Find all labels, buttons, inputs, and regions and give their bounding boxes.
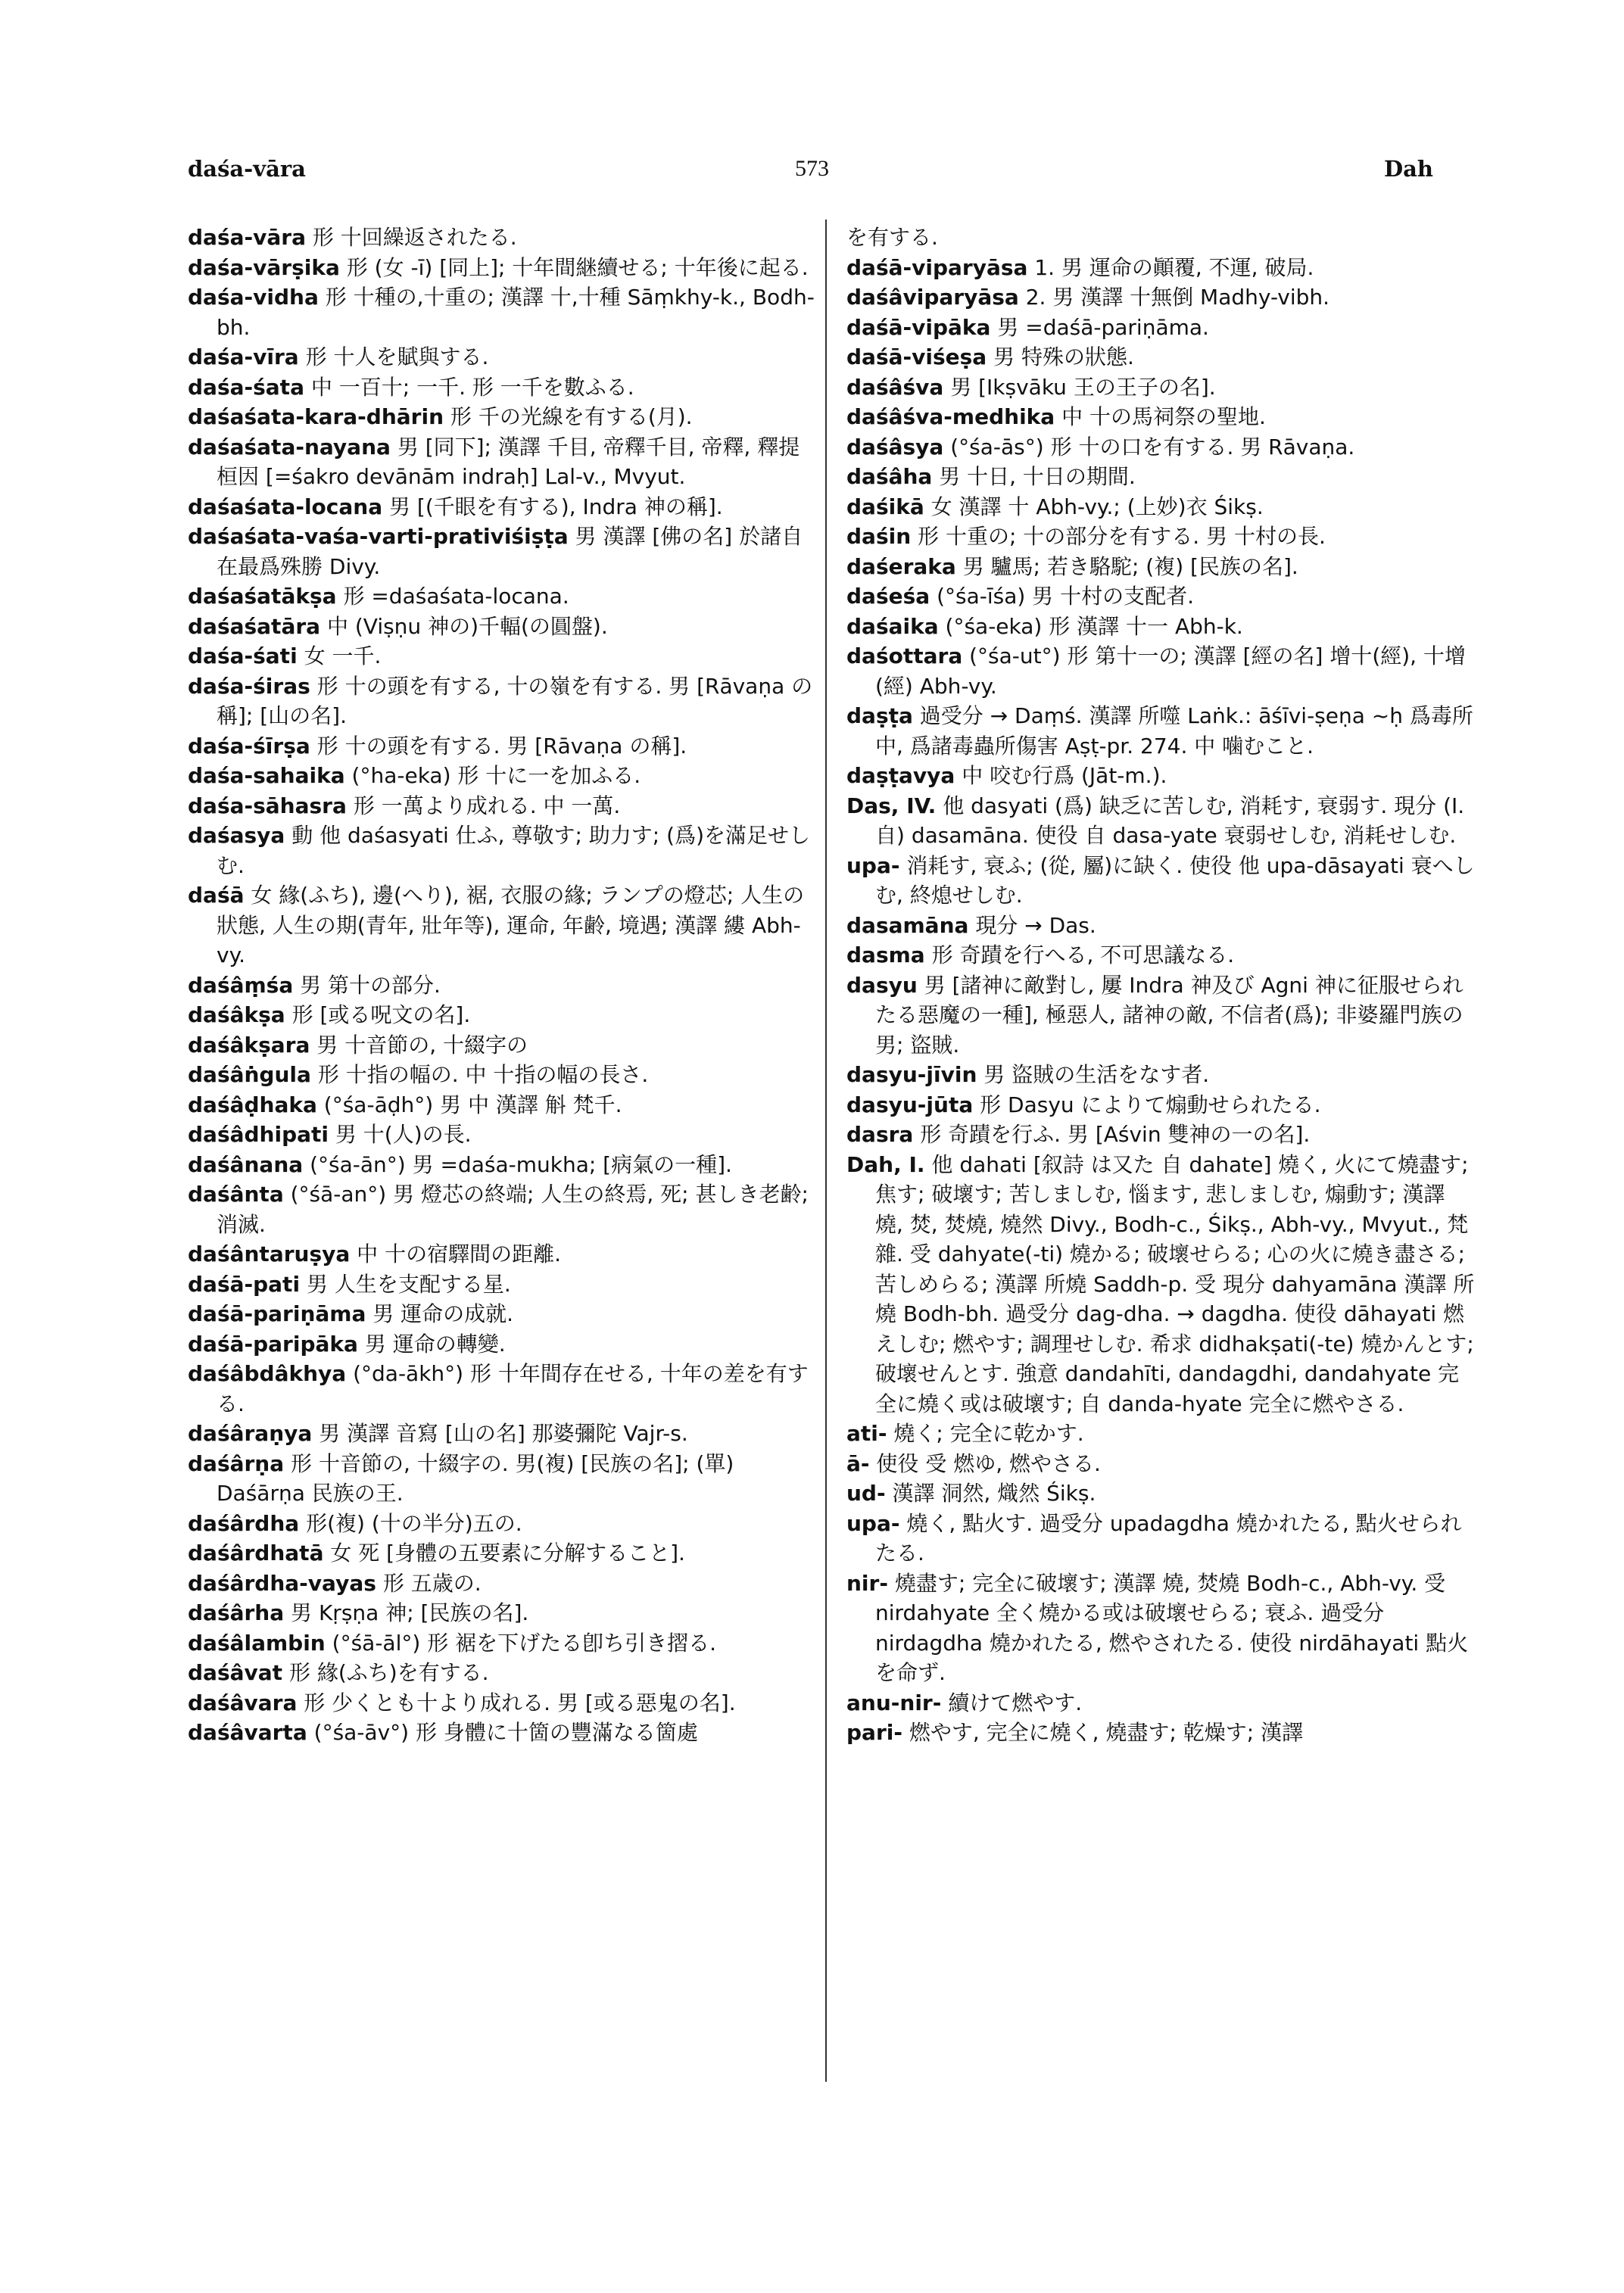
entry-headword: daśârdha-vayas	[188, 1570, 376, 1596]
entry-definition: 形 十重の; 十の部分を有する. 男 十村の長.	[918, 524, 1326, 549]
entry-headword: dasma	[846, 942, 925, 967]
entry-headword: daśa-sāhasra	[188, 793, 347, 818]
dictionary-entry	[188, 1239, 816, 1270]
entry-headword: Das, IV.	[846, 793, 937, 818]
entry-definition: (°da-ākh°) 形 十年間存在せる, 十年の差を有する.	[217, 1361, 809, 1416]
entry-definition: 形 [或る呪文の名].	[291, 1002, 471, 1027]
entry-definition: (°ha-eka) 形 十に一を加ふる.	[351, 763, 641, 788]
entry-headword: daṣṭavya	[846, 763, 955, 788]
dictionary-entry	[846, 1569, 1475, 1688]
entry-headword: daśaśata-nayana	[188, 434, 391, 460]
dictionary-entry	[188, 1090, 816, 1120]
dictionary-entry	[188, 791, 816, 821]
entry-definition: 燒盡す; 完全に破壞す; 漢譯 燒, 焚燒 Bodh-c., Abh-vy. 受 nirdahyate 全く燒かる或は破壞せらる; 衰ふ. 過受分 nirdagdha 燒かれたる, 燃やされたる. 使役 nirdāhayati 點火を命ず.	[875, 1570, 1469, 1685]
entry-definition: (°śa-eka) 形 漢譯 十一 Abh-k.	[945, 613, 1243, 639]
entry-headword: pari-	[846, 1720, 902, 1745]
dictionary-entry	[188, 1509, 816, 1539]
entry-definition: 燒く; 完全に乾かす.	[893, 1421, 1084, 1446]
entry-headword: daśâśva	[846, 374, 944, 400]
entry-definition: 形 十の頭を有する, 十の嶺を有する. 男 [Rāvaṇa の稱]; [山の名].	[217, 673, 813, 728]
entry-definition: (°śā-āl°) 形 裾を下げたる卽ち引き摺る.	[332, 1630, 716, 1656]
entry-definition: 男 第十の部分.	[300, 972, 441, 998]
entry-headword: daśâsya	[846, 434, 944, 460]
dictionary-entry	[188, 342, 816, 372]
entry-headword: dasyu-jūta	[846, 1092, 974, 1117]
entry-headword: daśântaruṣya	[188, 1242, 351, 1266]
entry-definition: (°śa-āv°) 形 身體に十箇の豐滿なる箇處	[313, 1720, 698, 1745]
dictionary-entry	[846, 970, 1475, 1061]
page-number: 573	[795, 156, 829, 181]
entry-headword: daśa-vidha	[188, 285, 319, 310]
dictionary-entry	[188, 581, 816, 612]
entry-headword: nir-	[846, 1570, 888, 1596]
dictionary-entry	[846, 851, 1475, 911]
dictionary-entry	[188, 1688, 816, 1718]
dictionary-entry	[188, 1270, 816, 1300]
entry-definition: 形 一萬より成れる. 中 一萬.	[353, 793, 621, 818]
entry-definition: 男 運命の成就.	[372, 1301, 514, 1326]
entry-definition: 形 Dasyu によりて煽動せられたる.	[980, 1092, 1321, 1117]
entry-definition: 女 一千.	[304, 643, 382, 668]
entry-definition: 燃やす, 完全に燒く, 燒盡す; 乾燥す; 漢譯	[909, 1720, 1304, 1745]
dictionary-entry	[188, 282, 816, 342]
entry-definition: 中 (Viṣṇu 神の)千輻(の圓盤).	[326, 613, 608, 639]
entry-headword: dasyu-jīvin	[846, 1062, 977, 1087]
entry-definition: 男 驢馬; 若き駱駝; (複) [民族の名].	[962, 553, 1298, 579]
running-head-right: Dah	[1383, 156, 1433, 182]
entry-definition: 續けて燃やす.	[948, 1690, 1083, 1715]
entry-headword: upa-	[846, 1510, 900, 1536]
right-column	[846, 223, 1475, 1748]
entry-headword: daśottara	[846, 643, 963, 668]
entry-definition: (°śa-ān°) 男 =daśa-mukha; [病氣の一種].	[310, 1151, 732, 1177]
entry-definition: 男 =daśā-pariṇāma.	[997, 314, 1209, 340]
running-head-left: daśa-vāra	[188, 156, 306, 182]
entry-definition: 形 十人を賦與する.	[305, 344, 489, 369]
dictionary-entry	[188, 1030, 816, 1061]
entry-definition: 男 漢譯 音寫 [山の名] 那婆彌陀 Vajr-s.	[319, 1421, 688, 1446]
dictionary-entry	[846, 253, 1475, 283]
entry-headword: daśâviparyāsa	[846, 285, 1019, 310]
dictionary-entry	[846, 1509, 1475, 1569]
dictionary-entry	[846, 1060, 1475, 1090]
entry-definition: 形 千の光線を有する(月).	[450, 404, 693, 429]
entry-headword: daśā-paripāka	[188, 1331, 358, 1357]
dictionary-entry	[188, 1628, 816, 1659]
dictionary-entry	[188, 223, 816, 253]
dictionary-entry	[846, 791, 1475, 851]
entry-definition: 2. 男 漢譯 十無倒 Madhy-vibh.	[1025, 285, 1330, 310]
dictionary-entry	[846, 282, 1475, 313]
entry-definition: 形 緣(ふち)を有する.	[288, 1660, 489, 1685]
entry-headword: daśaśata-locana	[188, 494, 383, 519]
entry-definition: (°śā-an°) 男 燈芯の終端; 人生の終焉, 死; 甚しき老齢; 消滅.	[217, 1182, 809, 1237]
entry-headword: daśâbdâkhya	[188, 1361, 347, 1386]
entry-definition: (°śa-āḍh°) 男 中 漢譯 斛 梵千.	[323, 1092, 622, 1117]
dictionary-entry	[188, 731, 816, 762]
entry-headword: daśaśata-kara-dhārin	[188, 404, 444, 429]
entry-definition: 中 十の宿驛間の距離.	[357, 1242, 561, 1266]
dictionary-entry	[188, 372, 816, 403]
dictionary-entry	[188, 253, 816, 283]
dictionary-entry	[846, 911, 1475, 941]
dictionary-entry	[846, 432, 1475, 463]
dictionary-entry	[846, 342, 1475, 372]
dictionary-entry	[846, 1718, 1475, 1748]
dictionary-entry	[846, 940, 1475, 970]
entry-definition: 消耗す, 衰ふ; (從, 屬)に缺く. 使役 他 upa-dāsayati 衰へしむ, 終熄せしむ.	[875, 852, 1475, 908]
dictionary-entry	[188, 492, 816, 522]
entry-headword: daśeraka	[846, 553, 956, 579]
entry-definition: 男 十日, 十日の期間.	[939, 464, 1136, 489]
dictionary-entry	[188, 402, 816, 432]
entry-headword: daśaśatāra	[188, 613, 321, 639]
entry-definition: 形 奇蹟を行へる, 不可思議なる.	[931, 942, 1235, 967]
dictionary-entry	[188, 641, 816, 671]
entry-definition: 現分 → Das.	[975, 912, 1096, 938]
entry-headword: dasamāna	[846, 912, 969, 938]
entry-definition: 男 [同下]; 漢譯 千目, 帝釋千目, 帝釋, 釋提桓因 [=śakro devānām indraḥ] Lal-v., Mvyut.	[217, 434, 800, 489]
dictionary-entry	[188, 612, 816, 642]
entry-headword: Dah, I.	[846, 1151, 925, 1177]
entry-definition: 1. 男 運命の顚覆, 不運, 破局.	[1034, 254, 1314, 280]
dictionary-entry	[846, 223, 1475, 253]
entry-headword: daśa-sahaika	[188, 763, 345, 788]
entry-headword: daśa-vīra	[188, 344, 299, 369]
dictionary-entry	[846, 1120, 1475, 1150]
dictionary-entry	[846, 1150, 1475, 1419]
entry-definition: 形 奇蹟を行ふ. 男 [Aśvin 雙神の一の名].	[920, 1122, 1311, 1147]
entry-headword: daśâkṣara	[188, 1032, 310, 1058]
entry-headword: ud-	[846, 1481, 886, 1506]
entry-definition: 形 十種の,十重の; 漢譯 十,十種 Sāṃkhy-k., Bodh-bh.	[217, 285, 815, 340]
entry-headword: dasra	[846, 1122, 914, 1147]
dictionary-entry	[846, 492, 1475, 522]
entry-definition: 形 十音節の, 十綴字の. 男(複) [民族の名]; (單) Daśārṇa 民族の王.	[217, 1450, 734, 1506]
dictionary-entry	[846, 612, 1475, 642]
dictionary-entry	[846, 641, 1475, 701]
dictionary-entry	[188, 1419, 816, 1449]
entry-definition: 燒く, 點火す. 過受分 upadagdha 燒かれたる, 點火せられたる.	[875, 1510, 1462, 1566]
dictionary-entry	[846, 1688, 1475, 1718]
dictionary-entry	[188, 761, 816, 791]
dictionary-entry	[188, 1000, 816, 1030]
entry-definition: 形 五歳の.	[382, 1570, 482, 1596]
dictionary-entry	[188, 1329, 816, 1360]
entry-headword: daśârdha	[188, 1510, 300, 1536]
dictionary-entry	[846, 372, 1475, 403]
entry-headword: daṣṭa	[846, 703, 913, 728]
entry-definition: 動 他 daśasyati 仕ふ, 尊敬す; 助力す; (爲)を滿足せしむ.	[217, 823, 810, 878]
entry-headword: daśâvat	[188, 1660, 283, 1685]
entry-headword: daśâśva-medhika	[846, 404, 1055, 429]
entry-definition: を有する.	[846, 225, 938, 250]
entry-headword: daśâṅgula	[188, 1062, 311, 1087]
entry-definition: 男 [(千眼を有する), Indra 神の稱].	[389, 494, 723, 519]
dictionary-entry	[846, 581, 1475, 612]
entry-definition: 男 漢譯 [佛の名] 於諸自在最爲殊勝 Divy.	[217, 524, 803, 579]
entry-headword: daśânana	[188, 1151, 304, 1177]
entry-definition: 形 (女 -ī) [同上]; 十年間継續せる; 十年後に起る.	[346, 254, 809, 280]
entry-definition: 形 =daśaśata-locana.	[343, 584, 569, 609]
column-divider	[825, 220, 827, 2082]
entry-headword: anu-nir-	[846, 1690, 942, 1715]
dictionary-entry	[846, 313, 1475, 343]
dictionary-entry	[188, 1150, 816, 1180]
dictionary-entry	[846, 462, 1475, 492]
dictionary-entry	[188, 1120, 816, 1150]
entry-headword: daśârdhatā	[188, 1541, 324, 1566]
dictionary-entry	[188, 1538, 816, 1569]
entry-definition: 中 一百十; 一千. 形 一千を數ふる.	[310, 374, 634, 400]
entry-definition: 男 Kṛṣṇa 神; [民族の名].	[291, 1600, 529, 1625]
dictionary-entry	[846, 1090, 1475, 1120]
entry-definition: 男 人生を支配する星.	[306, 1271, 511, 1297]
entry-headword: daśâdhipati	[188, 1122, 329, 1147]
dictionary-entry	[846, 1449, 1475, 1479]
entry-headword: daśâḍhaka	[188, 1092, 317, 1117]
entry-definition: 男 [Ikṣvāku 王の王子の名].	[950, 374, 1216, 400]
entry-headword: daśâṃśa	[188, 972, 294, 998]
entry-headword: daśâraṇya	[188, 1421, 313, 1446]
dictionary-entry	[188, 1449, 816, 1509]
entry-headword: daśa-śīrṣa	[188, 733, 310, 759]
entry-headword: daśâkṣa	[188, 1002, 285, 1027]
dictionary-entry	[846, 1478, 1475, 1509]
entry-headword: daśa-śata	[188, 374, 304, 400]
entry-definition: 女 死 [身體の五要素に分解すること].	[330, 1541, 685, 1566]
entry-headword: daśaika	[846, 613, 939, 639]
dictionary-entry	[846, 402, 1475, 432]
entry-headword: daśasya	[188, 823, 285, 848]
entry-headword: daśâvara	[188, 1690, 298, 1715]
entry-definition: 形(複) (十の半分)五の.	[306, 1510, 522, 1536]
dictionary-entry	[188, 1299, 816, 1329]
entry-definition: 他 dahati [叙詩 は又た 自 dahate] 燒く, 火にて燒盡す; 焦す; 破壞す; 苦しましむ, 惱ます, 悲しましむ, 煽動す; 漢譯 燒, 焚, 焚燒, 燒然 Divy., Bodh-c., Śikṣ., Abh-vy., Mvyut., 梵雜. 受 dahyate(-ti) 燒かる; 破壞せらる; 心の火に燒き盡さる; 苦しめらる; 漢譯 所燒 Saddh-p. 受 現分 dahyamāna 漢譯 所燒 Bodh-bh. 過受分 dag-dha. → dagdha. 使役 dāhayati 燃えしむ; 燃やす; 調理せしむ. 希求 didhakṣati(-te) 燒かんとす; 破壞せんとす. 強意 dandahīti, dandagdhi, dandahyate 完全に燒く或は破壞す; 自 danda-hyate 完全に燃やさる.	[875, 1151, 1475, 1416]
entry-headword: daśeśa	[846, 584, 930, 609]
dictionary-entry	[846, 1419, 1475, 1449]
entry-headword: daśa-śati	[188, 643, 298, 668]
entry-definition: 男 [諸神に敵對し, 屢 Indra 神及び Agni 神に征服せられたる惡魔の一種], 極惡人, 諸神の敵, 不信者(爲); 非婆羅門族の男; 盜賊.	[875, 972, 1463, 1058]
entry-headword: daśā-viparyāsa	[846, 254, 1028, 280]
dictionary-entry	[188, 1060, 816, 1090]
entry-headword: daśā-vipāka	[846, 314, 991, 340]
entry-definition: 形 少くとも十より成れる. 男 [或る惡鬼の名].	[304, 1690, 736, 1715]
entry-headword: daśâha	[846, 464, 933, 489]
dictionary-entry	[188, 1658, 816, 1688]
entry-definition: 中 咬む行爲 (Jāt-m.).	[962, 763, 1167, 788]
entry-definition: 他 dasyati (爲) 缺乏に苦しむ, 消耗す, 衰弱す. 現分 (I. 自) dasamāna. 使役 自 dasa-yate 衰弱せしむ, 消耗せしむ.	[875, 793, 1465, 848]
dictionary-entry	[188, 522, 816, 581]
entry-definition: (°śa-īśa) 男 十村の支配者.	[937, 584, 1194, 609]
entry-headword: daśârha	[188, 1600, 285, 1625]
entry-definition: 男 十音節の, 十綴字の	[316, 1032, 528, 1058]
entry-headword: daśā	[188, 883, 245, 908]
entry-headword: daśikā	[846, 494, 924, 519]
entry-headword: daśā-pati	[188, 1271, 301, 1297]
entry-headword: daśârṇa	[188, 1450, 285, 1476]
dictionary-entry	[846, 701, 1475, 761]
dictionary-entry	[188, 1718, 816, 1748]
entry-definition: 形 十回繰返されたる.	[312, 225, 517, 250]
dictionary-entry	[846, 761, 1475, 791]
entry-headword: daśa-vārṣika	[188, 254, 340, 280]
dictionary-entry	[188, 821, 816, 880]
dictionary-entry	[188, 432, 816, 492]
left-column	[188, 223, 816, 1748]
entry-definition: 中 十の馬祠祭の聖地.	[1061, 404, 1266, 429]
entry-headword: ā-	[846, 1450, 870, 1476]
entry-headword: upa-	[846, 852, 900, 878]
entry-definition: 使役 受 燃ゆ, 燃やさる.	[876, 1450, 1101, 1476]
dictionary-entry	[188, 1569, 816, 1599]
entry-headword: daśā-viśeṣa	[846, 344, 987, 369]
entry-definition: 男 盜賊の生活をなす者.	[983, 1062, 1210, 1087]
entry-definition: 形 十指の幅の. 中 十指の幅の長さ.	[317, 1062, 649, 1087]
entry-definition: 男 特殊の狀態.	[993, 344, 1134, 369]
entry-definition: (°śa-ut°) 形 第十一の; 漢譯 [經の名] 增十(經), 十增(經) Abh-vy.	[875, 643, 1466, 699]
entry-headword: daśā-pariṇāma	[188, 1301, 366, 1326]
dictionary-entry	[188, 1598, 816, 1628]
dictionary-entry	[188, 1179, 816, 1239]
entry-headword: daśaśata-vaśa-varti-prativiśiṣṭa	[188, 524, 569, 549]
entry-headword: daśa-śiras	[188, 673, 310, 699]
entry-definition: 女 緣(ふち), 邊(へり), 裾, 衣服の緣; ランプの燈芯; 人生の狀態, 人生の期(青年, 壯年等), 運命, 年齢, 境遇; 漢譯 縷 Abh-vy.	[217, 883, 805, 967]
dictionary-entry	[846, 552, 1475, 582]
dictionary-entry	[188, 970, 816, 1001]
entry-definition: 漢譯 洞然, 熾然 Śikṣ.	[892, 1481, 1096, 1506]
entry-definition: 男 運命の轉變.	[364, 1331, 506, 1357]
dictionary-entry	[846, 522, 1475, 552]
entry-headword: daśa-vāra	[188, 225, 306, 250]
entry-definition: 男 十(人)の長.	[335, 1122, 472, 1147]
dictionary-entry	[188, 671, 816, 731]
entry-definition: (°śa-ās°) 形 十の口を有する. 男 Rāvaṇa.	[950, 434, 1355, 460]
entry-headword: dasyu	[846, 972, 918, 998]
entry-headword: ati-	[846, 1421, 887, 1446]
entry-headword: daśâvarta	[188, 1720, 307, 1745]
entry-definition: 形 十の頭を有する. 男 [Rāvaṇa の稱].	[316, 733, 687, 759]
dictionary-entry	[188, 880, 816, 970]
entry-definition: 過受分 → Daṃś. 漢譯 所噬 Laṅk.: āśīvi-ṣeṇa ~ḥ 爲毒所中, 爲諸毒蟲所傷害 Aṣṭ-pr. 274. 中 噛むこと.	[875, 703, 1473, 759]
entry-definition: 女 漢譯 十 Abh-vy.; (上妙)衣 Śikṣ.	[930, 494, 1264, 519]
entry-headword: daśânta	[188, 1182, 284, 1207]
entry-headword: daśin	[846, 524, 912, 549]
entry-headword: daśâlambin	[188, 1630, 326, 1656]
dictionary-entry	[188, 1359, 816, 1419]
entry-headword: daśaśatākṣa	[188, 584, 337, 609]
